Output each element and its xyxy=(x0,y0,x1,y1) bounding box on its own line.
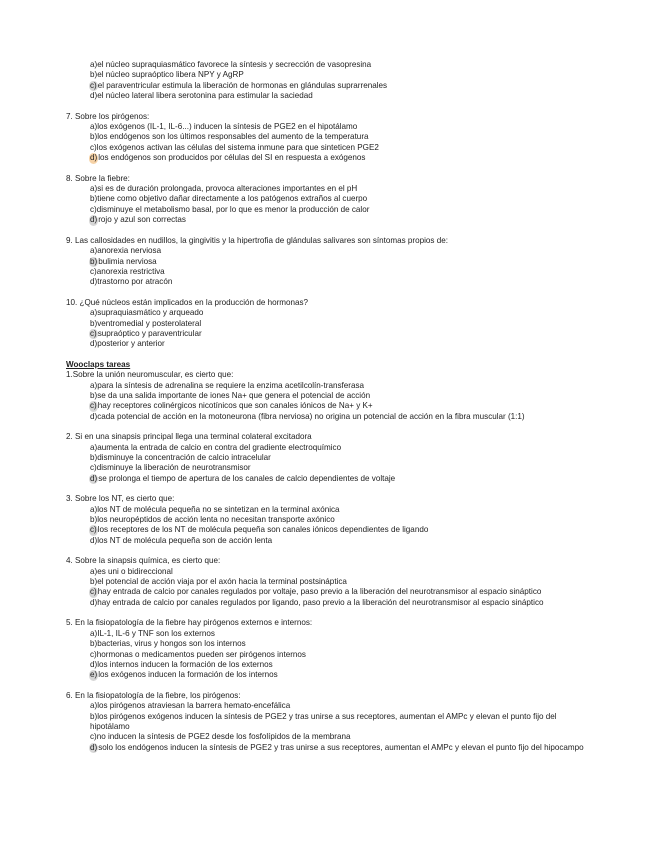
option-c: c)disminuye el metabolismo basal, por lo que es menor la producción de calor xyxy=(90,204,370,214)
option-c: c)hay receptores colinérgicos nicotínicos que son canales iónicos de Na+ y K+ xyxy=(90,401,373,411)
question-10 xyxy=(0,298,648,350)
option-d: d)hay entrada de calcio por canales regulados por ligando, paso previo a la liberación del neurotransmisor al espacio sináptico xyxy=(90,597,544,607)
question-text: 10. ¿Qué núcleos están implicados en la producción de hormonas? xyxy=(66,297,309,307)
question-text: 1.Sobre la unión neuromuscular, es cierto que: xyxy=(66,370,234,380)
wooclap-question-4 xyxy=(0,556,648,608)
option-c: c)los receptores de los NT de molécula pequeña son canales iónicos dependientes de ligando xyxy=(90,525,429,535)
option-a: a)si es de duración prolongada, provoca alteraciones importantes en el pH xyxy=(90,184,358,194)
option-e: e)los exógenos inducen la formación de los internos xyxy=(90,670,278,680)
option-a: a)el núcleo supraquiasmático favorece la síntesis y secrección de vasopresina xyxy=(90,60,372,69)
section-title: Wooclaps tareas xyxy=(66,359,131,369)
option-a: a)los exógenos (IL-1, IL-6...) inducen la síntesis de PGE2 en el hipotálamo xyxy=(90,122,358,132)
option-b: b)los endógenos son los últimos responsables del aumento de la temperatura xyxy=(90,132,369,142)
answer-mark: b) xyxy=(90,256,98,266)
option-c: c)el paraventricular estimula la liberación de hormonas en glándulas suprarrenales xyxy=(90,80,388,90)
option-d: d)solo los endógenos inducen la síntesis de PGE2 y tras unirse a sus receptores, aumentan el AMPc y elevan el punto fijo del hipocampo xyxy=(90,742,584,752)
option-b: b)se da una salida importante de iones Na+ que genera el potencial de acción xyxy=(90,390,371,400)
question-8 xyxy=(0,174,648,226)
option-a: a)los NT de molécula pequeña no se sintetizan en la terminal axónica xyxy=(90,504,340,514)
option-d: d)rojo y azul son correctas xyxy=(90,215,186,225)
question-text: 5. En la fisiopatología de la fiebre hay pirógenos externos e internos: xyxy=(66,618,313,628)
question-text: 2. Si en una sinapsis principal llega una terminal colateral excitadora xyxy=(66,432,312,442)
question-text: 7. Sobre los pirógenos: xyxy=(66,111,150,121)
question-6-continued xyxy=(0,60,648,102)
question-text: 4. Sobre la sinapsis química, es cierto que: xyxy=(66,556,221,566)
question-text: 6. En la fisiopatología de la fiebre, los pirógenos: xyxy=(66,690,241,700)
answer-mark: c) xyxy=(90,587,97,597)
question-text: 9. Las callosidades en nudillos, la gingivitis y la hipertrofia de glándulas salivares son síntomas propios de: xyxy=(66,235,448,245)
document-page xyxy=(0,60,648,753)
option-c: c)anorexia restrictiva xyxy=(90,266,165,276)
question-9 xyxy=(0,236,648,288)
answer-mark: d) xyxy=(90,742,98,752)
option-a: a)para la síntesis de adrenalina se requiere la enzima acetilcolín-transferasa xyxy=(90,380,364,390)
question-text: 8. Sobre la fiebre: xyxy=(66,173,130,183)
question-7 xyxy=(0,112,648,164)
answer-mark: d) xyxy=(90,473,98,483)
option-b: b)bacterias, virus y hongos son los internos xyxy=(90,639,246,649)
option-a: a)es uni o bidireccional xyxy=(90,566,173,576)
answer-mark: e) xyxy=(90,670,98,680)
option-c: c)los exógenos activan las células del sistema inmune para que sinteticen PGE2 xyxy=(90,142,379,152)
option-b: b)el núcleo supraóptico libera NPY y AgRP xyxy=(90,70,244,80)
option-b: b)disminuye la concentración de calcio intracelular xyxy=(90,453,271,462)
answer-mark: c) xyxy=(90,80,97,90)
option-b: b)los pirógenos exógenos inducen la síntesis de PGE2 y tras unirse a sus receptores, aumentan el AMPc y elevan el punto fijo del hipotálamo xyxy=(90,711,557,731)
option-d: d)posterior y anterior xyxy=(90,339,165,349)
option-d: d)los internos inducen la formación de los externos xyxy=(90,659,273,669)
answer-mark: d) xyxy=(90,215,98,225)
answer-mark: c) xyxy=(90,525,97,535)
option-d: d)trastorno por atracón xyxy=(90,277,173,287)
option-c: c)hormonas o medicamentos pueden ser pirógenos internos xyxy=(90,649,306,659)
option-c: c)disminuye la liberación de neurotransmisor xyxy=(90,463,251,473)
option-a: a)supraquiasmático y arqueado xyxy=(90,308,204,318)
wooclap-question-3 xyxy=(0,494,648,546)
wooclap-question-6 xyxy=(0,691,648,753)
option-c: c)hay entrada de calcio por canales regulados por voltaje, paso previo a la liberación del neurotransmisor al espacio sináptico xyxy=(90,587,542,597)
option-a: a)aumenta la entrada de calcio en contra del gradiente electroquímico xyxy=(90,442,342,452)
option-b: b)ventromedial y posterolateral xyxy=(90,318,202,328)
option-d: d)el núcleo lateral libera serotonina para estimular la saciedad xyxy=(90,91,313,101)
question-text: 3. Sobre los NT, es cierto que: xyxy=(66,494,175,504)
option-c: c)supraóptico y paraventricular xyxy=(90,328,202,338)
wooclap-question-1 xyxy=(0,370,648,422)
option-d: d)los endógenos son producidos por células del SI en respuesta a exógenos xyxy=(90,153,366,163)
option-b: b)tiene como objetivo dañar directamente a los patógenos extraños al cuerpo xyxy=(90,194,368,204)
option-d: d)los NT de molécula pequeña son de acción lenta xyxy=(90,535,273,545)
option-b: b)el potencial de acción viaja por el axón hacia la terminal postsináptica xyxy=(90,577,347,587)
answer-mark: c) xyxy=(90,401,97,411)
option-a: a)los pirógenos atraviesan la barrera hemato-encefálica xyxy=(90,701,291,711)
option-a: a)IL-1, IL-6 y TNF son los externos xyxy=(90,628,215,638)
answer-mark: d) xyxy=(90,153,98,163)
option-c: c)no inducen la síntesis de PGE2 desde los fosfolípidos de la membrana xyxy=(90,732,351,742)
option-a: a)anorexia nerviosa xyxy=(90,246,162,256)
option-d: d)se prolonga el tiempo de apertura de los canales de calcio dependientes de voltaje xyxy=(90,473,396,483)
wooclap-question-2 xyxy=(0,432,648,484)
option-b: b)los neuropéptidos de acción lenta no necesitan transporte axónico xyxy=(90,515,335,525)
option-d: d)cada potencial de acción en la motoneurona (fibra nerviosa) no origina un potencial de acción en la fibra muscular (1:1) xyxy=(90,411,525,421)
wooclap-question-5 xyxy=(0,618,648,680)
answer-mark: c) xyxy=(90,328,97,338)
option-b: b)bulimia nerviosa xyxy=(90,256,157,266)
